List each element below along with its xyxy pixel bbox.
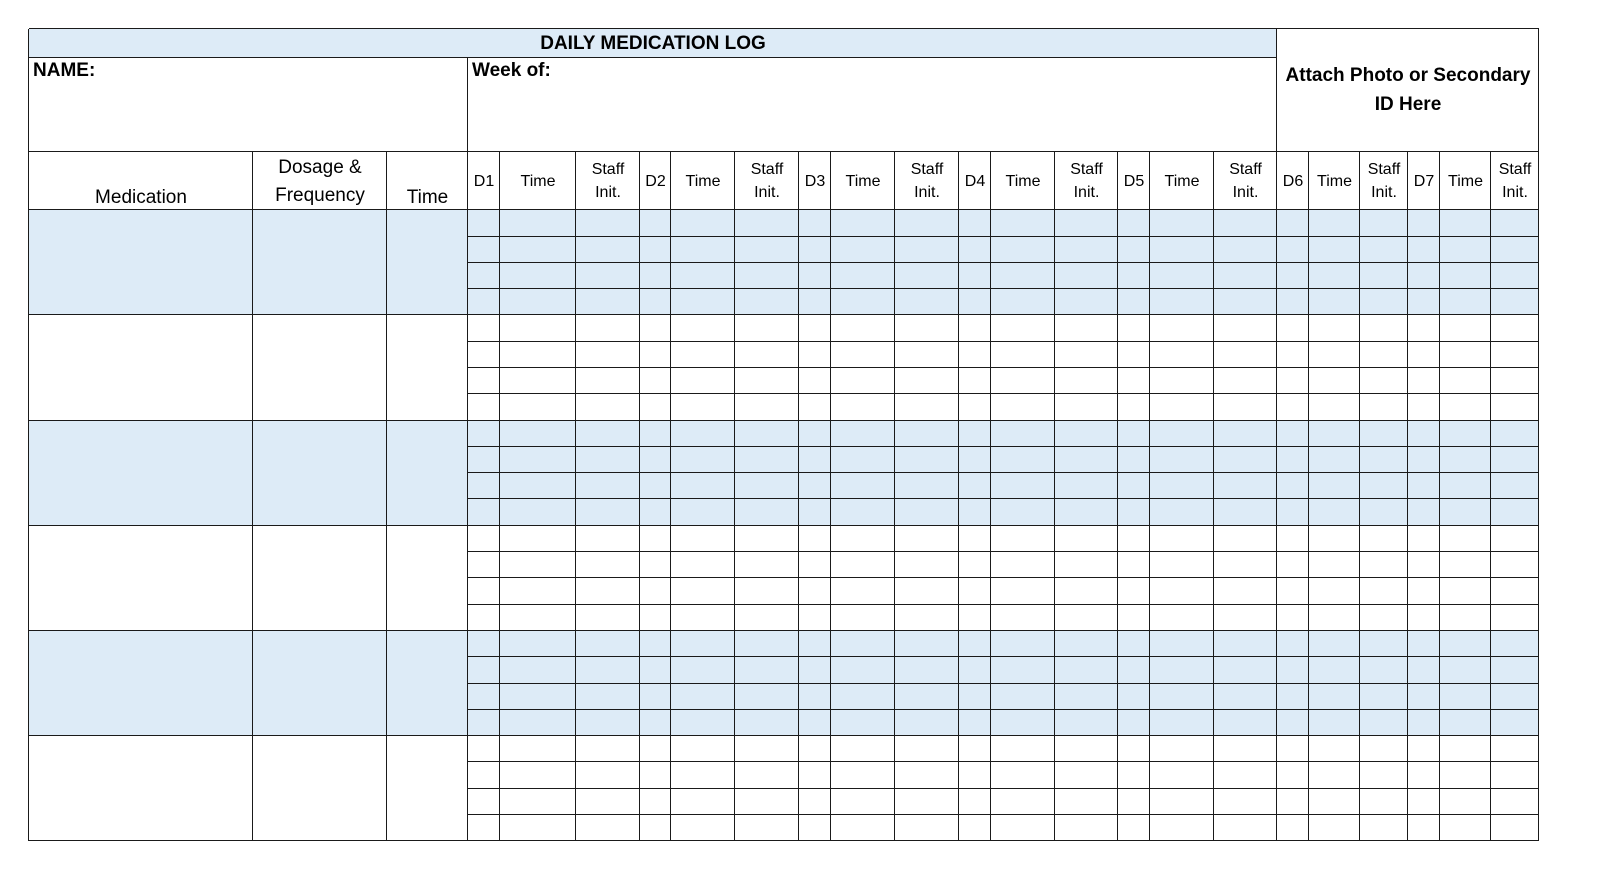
day-subrow-line bbox=[468, 341, 1539, 342]
day-2-staff-initials-header: Staff Init. bbox=[750, 161, 784, 201]
day-subrow-line bbox=[468, 551, 1539, 552]
border-top bbox=[29, 28, 1539, 29]
day-7-time-header: Time bbox=[1448, 172, 1483, 190]
day-subrow-line bbox=[468, 761, 1539, 762]
dosage-frequency-column-header: Dosage & Frequency bbox=[275, 157, 365, 206]
dosage-entry-cell[interactable] bbox=[255, 528, 385, 629]
day-subrow-line bbox=[468, 814, 1539, 815]
day-header-7: D7 bbox=[1413, 172, 1435, 190]
day-2-time-header: Time bbox=[685, 172, 721, 190]
day-time-column-line bbox=[830, 152, 831, 841]
dosage-entry-cell[interactable] bbox=[255, 212, 385, 313]
day-staff-column-line bbox=[1054, 152, 1055, 841]
day-staff-column-line bbox=[575, 152, 576, 841]
day-subrow-line bbox=[468, 683, 1539, 684]
name-week-divider bbox=[467, 58, 468, 841]
day-header-4: D4 bbox=[964, 172, 986, 190]
photo-id-area[interactable]: Attach Photo or Secondary ID Here bbox=[1285, 64, 1531, 115]
day-5-staff-initials-header: Staff Init. bbox=[1229, 161, 1262, 201]
medication-entry-cell[interactable] bbox=[31, 317, 251, 418]
medication-column-line bbox=[252, 152, 253, 841]
day-time-column-line bbox=[670, 152, 671, 841]
day-column-line bbox=[1407, 152, 1408, 841]
border-right bbox=[1538, 29, 1539, 841]
medication-row-line bbox=[29, 840, 1539, 841]
medication-row-line bbox=[29, 735, 1539, 736]
dosage-entry-cell[interactable] bbox=[255, 738, 385, 839]
name-field[interactable] bbox=[109, 60, 458, 148]
day-subrow-line bbox=[468, 236, 1539, 237]
time-entry-cell[interactable] bbox=[389, 528, 466, 629]
day-5-time-header: Time bbox=[1164, 172, 1200, 190]
day-time-column-line bbox=[1149, 152, 1150, 841]
time-entry-cell[interactable] bbox=[389, 317, 466, 418]
dosage-entry-cell[interactable] bbox=[255, 317, 385, 418]
medication-row-line bbox=[29, 525, 1539, 526]
medication-row-line bbox=[29, 630, 1539, 631]
day-subrow-line bbox=[468, 367, 1539, 368]
time-entry-cell[interactable] bbox=[389, 422, 466, 523]
day-6-time-header: Time bbox=[1317, 172, 1352, 190]
border-left bbox=[28, 29, 29, 841]
header-top-line bbox=[29, 151, 1539, 152]
day-subrow-line bbox=[468, 656, 1539, 657]
day-column-line bbox=[798, 152, 799, 841]
day-header-6: D6 bbox=[1282, 172, 1304, 190]
day-column-line bbox=[1117, 152, 1118, 841]
day-4-staff-initials-header: Staff Init. bbox=[1070, 161, 1103, 201]
day-staff-column-line bbox=[894, 152, 895, 841]
day-1-staff-initials-header: Staff Init. bbox=[591, 161, 625, 201]
day-staff-column-line bbox=[1213, 152, 1214, 841]
day-time-column-line bbox=[1308, 152, 1309, 841]
photo-divider bbox=[1276, 29, 1277, 841]
title-divider bbox=[29, 57, 1277, 58]
day-staff-column-line bbox=[734, 152, 735, 841]
day-subrow-line bbox=[468, 288, 1539, 289]
medication-entry-cell[interactable] bbox=[31, 633, 251, 734]
medication-row-line bbox=[29, 314, 1539, 315]
day-3-staff-initials-header: Staff Init. bbox=[910, 161, 944, 201]
medication-row-line bbox=[29, 420, 1539, 421]
medication-entry-cell[interactable] bbox=[31, 422, 251, 523]
week-of-field[interactable] bbox=[558, 60, 1267, 148]
day-subrow-line bbox=[468, 262, 1539, 263]
day-time-column-line bbox=[1439, 152, 1440, 841]
medication-entry-cell[interactable] bbox=[31, 528, 251, 629]
day-subrow-line bbox=[468, 709, 1539, 710]
dosage-entry-cell[interactable] bbox=[255, 633, 385, 734]
day-subrow-line bbox=[468, 498, 1539, 499]
day-3-time-header: Time bbox=[845, 172, 881, 190]
day-subrow-line bbox=[468, 393, 1539, 394]
day-subrow-line bbox=[468, 604, 1539, 605]
week-of-label: Week of: bbox=[472, 60, 551, 81]
day-7-staff-initials-header: Staff Init. bbox=[1498, 161, 1532, 201]
time-entry-cell[interactable] bbox=[389, 633, 466, 734]
medication-entry-cell[interactable] bbox=[31, 738, 251, 839]
day-subrow-line bbox=[468, 472, 1539, 473]
day-header-2: D2 bbox=[645, 172, 666, 190]
day-column-line bbox=[639, 152, 640, 841]
day-6-staff-initials-header: Staff Init. bbox=[1367, 161, 1401, 201]
log-title: DAILY MEDICATION LOG bbox=[540, 32, 766, 54]
day-header-5: D5 bbox=[1123, 172, 1145, 190]
day-header-1: D1 bbox=[473, 172, 495, 190]
day-staff-column-line bbox=[1490, 152, 1491, 841]
day-4-time-header: Time bbox=[1005, 172, 1041, 190]
day-subrow-line bbox=[468, 788, 1539, 789]
time-column-header: Time bbox=[406, 187, 449, 208]
medication-column-header: Medication bbox=[95, 187, 187, 208]
day-subrow-line bbox=[468, 577, 1539, 578]
dosage-column-line bbox=[386, 152, 387, 841]
dosage-entry-cell[interactable] bbox=[255, 422, 385, 523]
time-entry-cell[interactable] bbox=[389, 738, 466, 839]
day-staff-column-line bbox=[1359, 152, 1360, 841]
day-time-column-line bbox=[990, 152, 991, 841]
time-entry-cell[interactable] bbox=[389, 212, 466, 313]
name-label: NAME: bbox=[33, 60, 96, 81]
medication-entry-cell[interactable] bbox=[31, 212, 251, 313]
day-subrow-line bbox=[468, 446, 1539, 447]
day-header-3: D3 bbox=[804, 172, 826, 190]
day-time-column-line bbox=[499, 152, 500, 841]
day-column-line bbox=[958, 152, 959, 841]
day-1-time-header: Time bbox=[520, 172, 556, 190]
header-bottom-line bbox=[29, 209, 1539, 210]
